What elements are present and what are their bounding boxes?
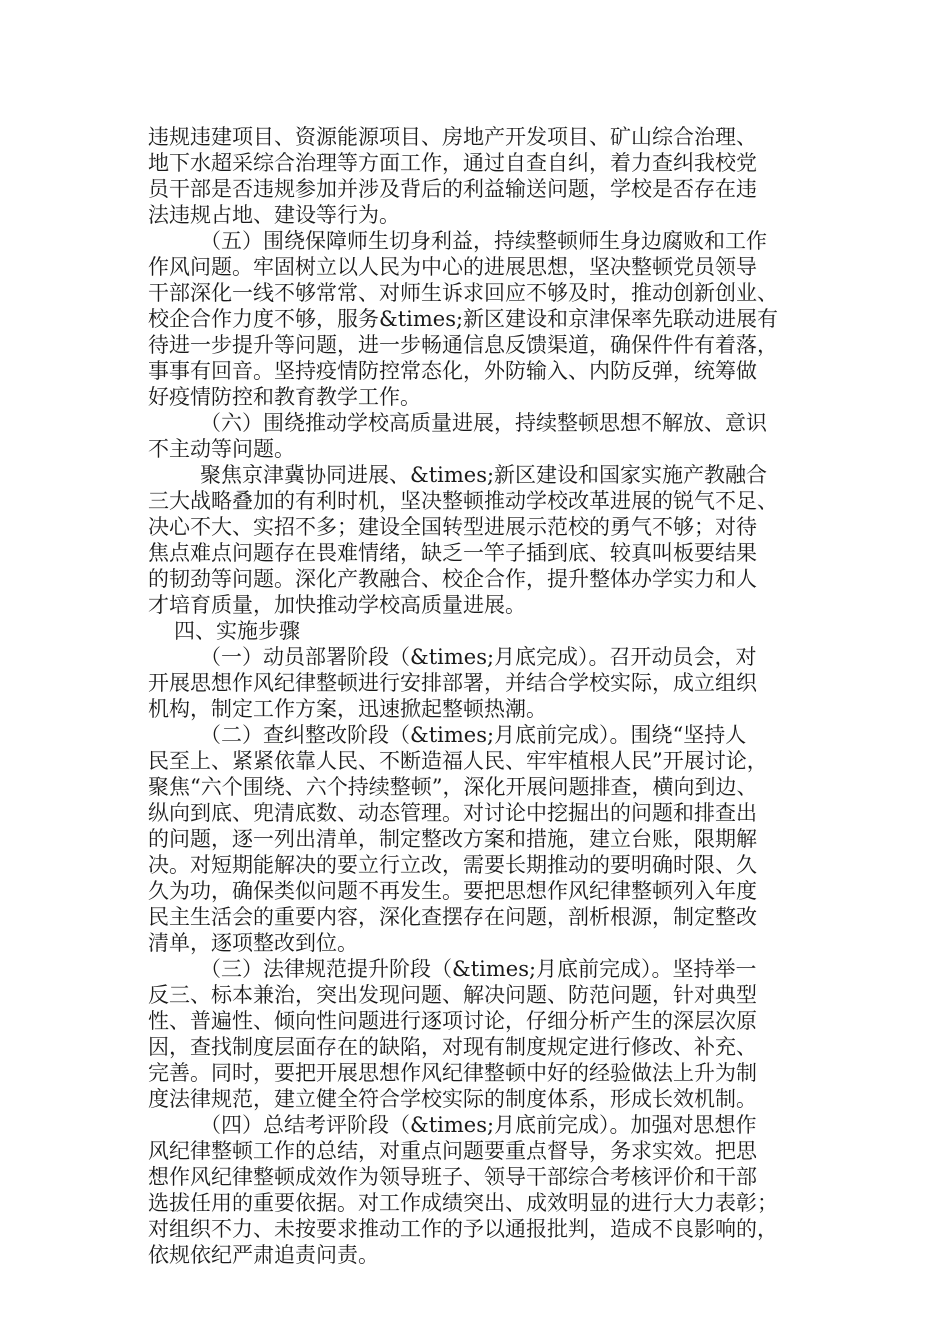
text-line: 法违规占地、建设等行为。 [148,203,400,227]
text-line: 聚焦京津冀协同进展、&times;新区建设和国家实施产教融合 [200,463,768,487]
text-line: 完善。同时，要把开展思想作风纪律整顿中好的经验做法上升为制 [148,1061,757,1085]
text-line: 度法律规范，建立健全符合学校实际的制度体系，形成长效机制。 [148,1087,757,1111]
text-line: 焦点难点问题存在畏难情绪，缺乏一竿子插到底、较真叫板要结果 [148,541,757,565]
text-line: 违规违建项目、资源能源项目、房地产开发项目、矿山综合治理、 [148,125,757,149]
text-line: （二）查纠整改阶段（&times;月底前完成）。围绕“坚持人 [200,723,747,747]
text-line: 想作风纪律整顿成效作为领导班子、领导干部综合考核评价和干部 [148,1165,757,1189]
text-line: （六）围绕推动学校高质量进展，持续整顿思想不解放、意识 [200,411,767,435]
text-line: 决。对短期能解决的要立行立改，需要长期推动的要明确时限、久 [148,853,757,877]
text-line: 的韧劲等问题。深化产教融合、校企合作，提升整体办学实力和人 [148,567,757,591]
text-line: 作风问题。牢固树立以人民为中心的进展思想，坚决整顿党员领导 [148,255,757,279]
text-line: 地下水超采综合治理等方面工作，通过自查自纠，着力查纠我校党 [148,151,757,175]
text-line: 决心不大、实招不多；建设全国转型进展示范校的勇气不够；对待 [148,515,757,539]
text-line: （一）动员部署阶段（&times;月底完成）。召开动员会，对 [200,645,757,669]
text-line: 对组织不力、未按要求推动工作的予以通报批判，造成不良影响的， [148,1217,778,1241]
text-line: （五）围绕保障师生切身利益，持续整顿师生身边腐败和工作 [200,229,767,253]
text-line: 待进一步提升等问题，进一步畅通信息反馈渠道，确保件件有着落， [148,333,778,357]
text-line: 反三、标本兼治，突出发现问题、解决问题、防范问题，针对典型 [148,983,757,1007]
text-line: 校企合作力度不够，服务&times;新区建设和京津保率先联动进展有 [148,307,779,331]
text-line: 民主生活会的重要内容，深化查摆存在问题，剖析根源，制定整改 [148,905,757,929]
text-line: 久为功，确保类似问题不再发生。要把思想作风纪律整顿列入年度 [148,879,757,903]
text-line: 不主动等问题。 [148,437,295,461]
text-line: 依规依纪严肃追责问责。 [148,1243,379,1267]
text-line: 选拔任用的重要依据。对工作成绩突出、成效明显的进行大力表彰； [148,1191,778,1215]
text-line: 员干部是否违规参加并涉及背后的利益输送问题，学校是否存在违 [148,177,757,201]
text-line: 机构，制定工作方案，迅速掀起整顿热潮。 [148,697,547,721]
text-line: 民至上、紧紧依靠人民、不断造福人民、牢牢植根人民”开展讨论， [148,749,768,773]
text-line: 风纪律整顿工作的总结，对重点问题要重点督导，务求实效。把思 [148,1139,757,1163]
text-line: 的问题，逐一列出清单，制定整改方案和措施，建立台账，限期解 [148,827,757,851]
text-line: 开展思想作风纪律整顿进行安排部署，并结合学校实际，成立组织 [148,671,757,695]
text-line: 三大战略叠加的有利时机，坚决整顿推动学校改革进展的锐气不足、 [148,489,778,513]
text-line: 干部深化一线不够常常、对师生诉求回应不够及时，推动创新创业、 [148,281,778,305]
text-line: 因，查找制度层面存在的缺陷，对现有制度规定进行修改、补充、 [148,1035,757,1059]
text-line: 性、普遍性、倾向性问题进行逐项讨论，仔细分析产生的深层次原 [148,1009,757,1033]
text-line: 好疫情防控和教育教学工作。 [148,385,421,409]
text-line: 纵向到底、兜清底数、动态管理。对讨论中挖掘出的问题和排查出 [148,801,757,825]
section-heading: 四、实施步骤 [174,619,300,643]
text-line: 聚焦“六个围绕、六个持续整顿”，深化开展问题排查，横向到边、 [148,775,758,799]
text-line: 才培育质量，加快推动学校高质量进展。 [148,593,526,617]
text-line: 清单，逐项整改到位。 [148,931,358,955]
text-line: （四）总结考评阶段（&times;月底前完成）。加强对思想作 [200,1113,757,1137]
text-line: （三）法律规范提升阶段（&times;月底前完成）。坚持举一 [200,957,757,981]
text-line: 事事有回音。坚持疫情防控常态化，外防输入、内防反弹，统筹做 [148,359,757,383]
